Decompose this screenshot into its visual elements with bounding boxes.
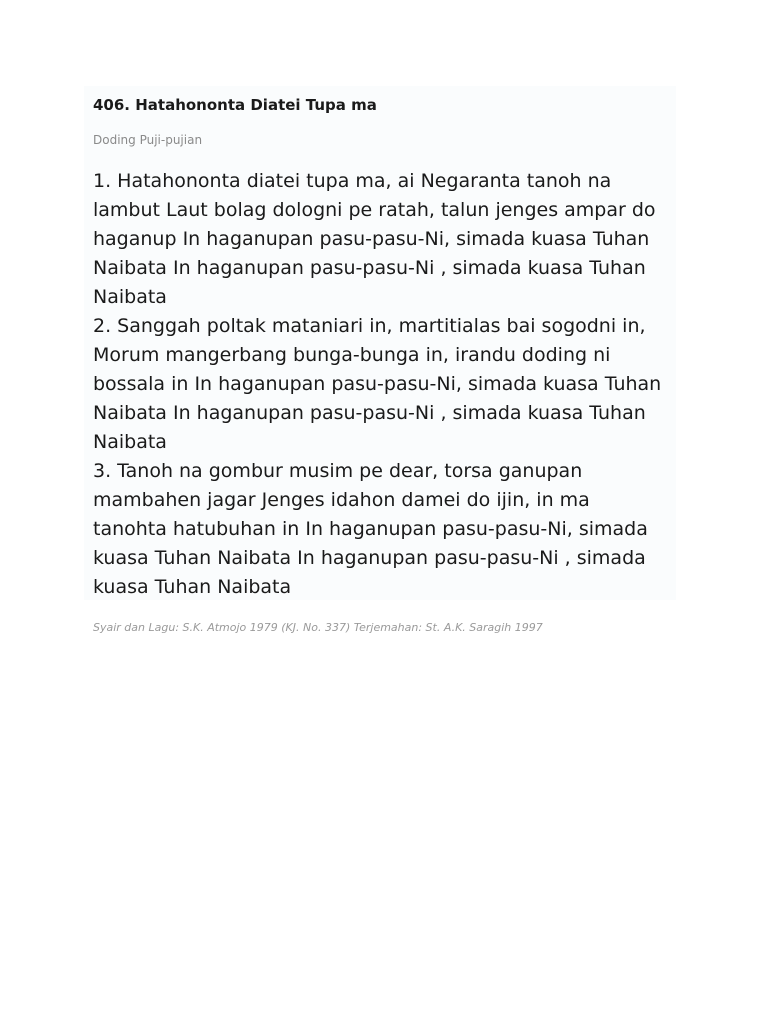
lyrics-block <box>93 167 668 602</box>
verse-2: 2. Sanggah poltak mataniari in, martitialas bai sogodni in, Morum mangerbang bunga-bunga in, irandu doding ni bossala in In haganupan pasu-pasu-Ni, simada kuasa Tuhan Naibata In haganupan pasu-pasu-Ni , simada kuasa Tuhan Naibata <box>93 315 662 453</box>
verse-1: 1. Hatahononta diatei tupa ma, ai Negaranta tanoh na lambut Laut bolag dologni pe ratah, talun jenges ampar do haganup In haganupan pasu-pasu-Ni, simada kuasa Tuhan Naibata In haganupan pasu-pasu-Ni , simada kuasa Tuhan Naibata <box>93 170 656 308</box>
song-category: Doding Puji-pujian <box>93 133 203 147</box>
song-title: 406. Hatahononta Diatei Tupa ma <box>93 96 377 114</box>
song-credits: Syair dan Lagu: S.K. Atmojo 1979 (KJ. No. 337) Terjemahan: St. A.K. Saragih 1997 <box>93 621 543 634</box>
verse-3: 3. Tanoh na gombur musim pe dear, torsa ganupan mambahen jagar Jenges idahon damei do ijin, in ma tanohta hatubuhan in In haganupan pasu-pasu-Ni, simada kuasa Tuhan Naibata In haganupan pasu-pasu-Ni , simada kuasa Tuhan Naibata <box>93 460 648 598</box>
